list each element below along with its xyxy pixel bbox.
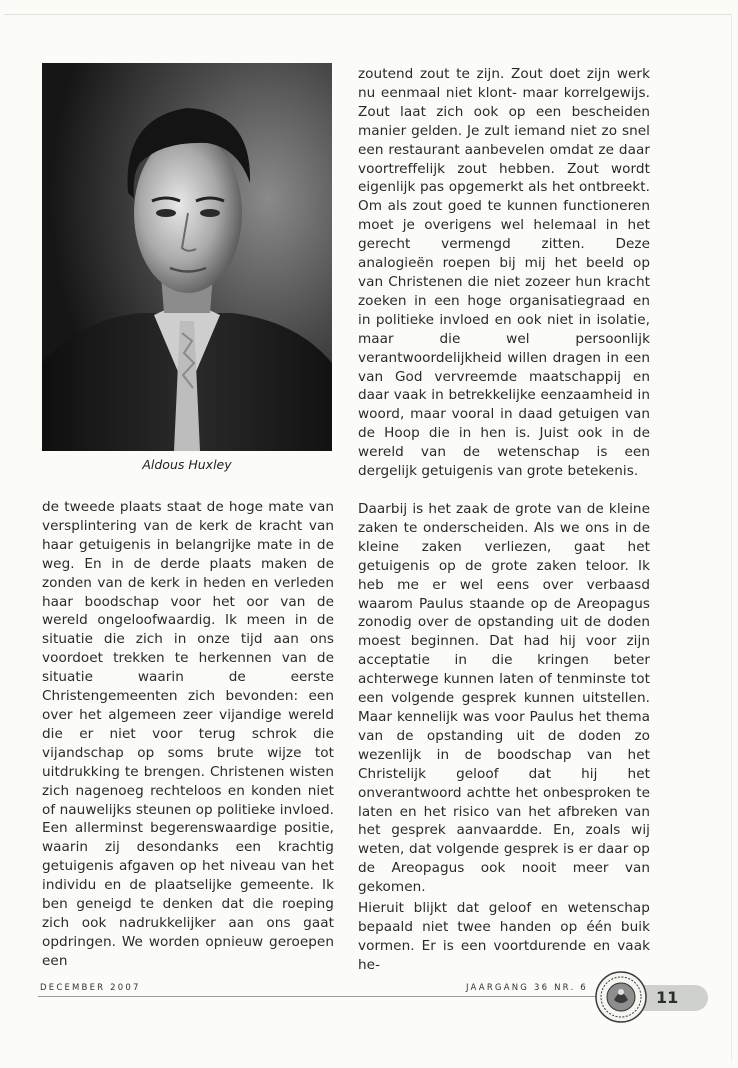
right-column-block-3 [358,899,650,975]
photo-caption: Aldous Huxley [142,457,232,472]
footer-rule [38,996,643,997]
right-column-block-2 [358,500,650,897]
right-column-block-1 [358,65,650,481]
right-paragraph-2: Daarbij is het zaak de grote van de kleine zaken te onderscheiden. Als we ons in de kleine zaken verliezen, gaat het getuigenis op de grote zaken teloor. Ik heb me er wel eens over verbaasd waarom Paulus staande op de Areopagus zonodig over de opstanding uit de doden moest beginnen. Dat had hij voor zijn acceptatie in die kringen beter achterwege kunnen laten of tenminste tot een volgende gesprek kunnen uitstellen. Maar kennelijk was voor Paulus het thema van de opstanding uit de doden zo wezenlijk in de boodschap van het Christelijk geloof dat hij het onverantwoord achtte het onbesproken te laten en het risico van het afbreken van het gesprek aanvaardde. En, zoals wij weten, dat volgende gesprek is er daar op de Areopagus ook nooit meer van gekomen. [358,501,650,896]
right-paragraph-3: Hieruit blijkt dat geloof en wetenschap bepaald niet twee handen op één buik vormen. Er is een voortdurende en vaak he- [358,900,650,973]
right-paragraph-1: zoutend zout te zijn. Zout doet zijn werk nu eenmaal niet klont- maar korrelgewijs. Zout laat zich ook op een bescheiden manier gelden. Je zult iemand niet zo snel een restaurant aanbevelen omdat ze daar voortreffelijk zout hebben. Zout wordt eigenlijk pas opgemerkt als het ontbreekt. Om als zout goed te kunnen functioneren moet je overigens wel helemaal in het gerecht vermengd zitten. Deze analogieën roepen bij mij het beeld op van Christenen die niet zozeer hun kracht zoeken in een hoge organisatiegraad en in politieke invloed en ook niet in isolatie, maar die wel persoonlijk verantwoordelijkheid willen dragen in een van God vervreemde maatschappij en daar vaak in betrekkelijke eenzaamheid in woord, maar vooral in daad getuigen van de Hoop die in hen is. Juist ook in de wereld van de wetenschap is een dergelijk getuigenis van grote betekenis. [358,66,650,480]
portrait-image [42,63,332,451]
footer-issue-date: DECEMBER 2007 [40,983,141,993]
left-paragraph: de tweede plaats staat de hoge mate van versplintering van de kerk de kracht van haar getuigenis in belangrijke mate in de weg. En in de derde plaats maken de zonden van de kerk in heden en verleden haar boodschap voor het oor van de wereld ongeloofwaardig. Ik meen in de situatie die zich in onze tijd aan ons voordoet trekken te herkennen van de situatie waarin de eerste Christengemeenten zich bevonden: een over het algemeen zeer vijandige wereld die er niet voor terug schrok die vijandschap op soms brute wijze tot uitdrukking te brengen. Christenen wisten zich nagenoeg rechteloos en konden niet of nauwelijks steunen op politieke invloed. Een allerminst begerenswaardige positie, waarin zij desondanks een krachtig getuigenis afgaven op het niveau van het individu en de plaatselijke gemeente. Ik ben geneigd te denken dat die roeping zich ook nadrukkelijker aan ons gaat opdringen. We worden opnieuw geroepen een [42,499,334,969]
portrait-photo [42,63,332,451]
page-number: 11 [656,988,679,1007]
footer-volume: JAARGANG 36 NR. 6 [466,983,588,993]
left-column [42,498,334,971]
journal-seal-icon [594,970,648,1024]
